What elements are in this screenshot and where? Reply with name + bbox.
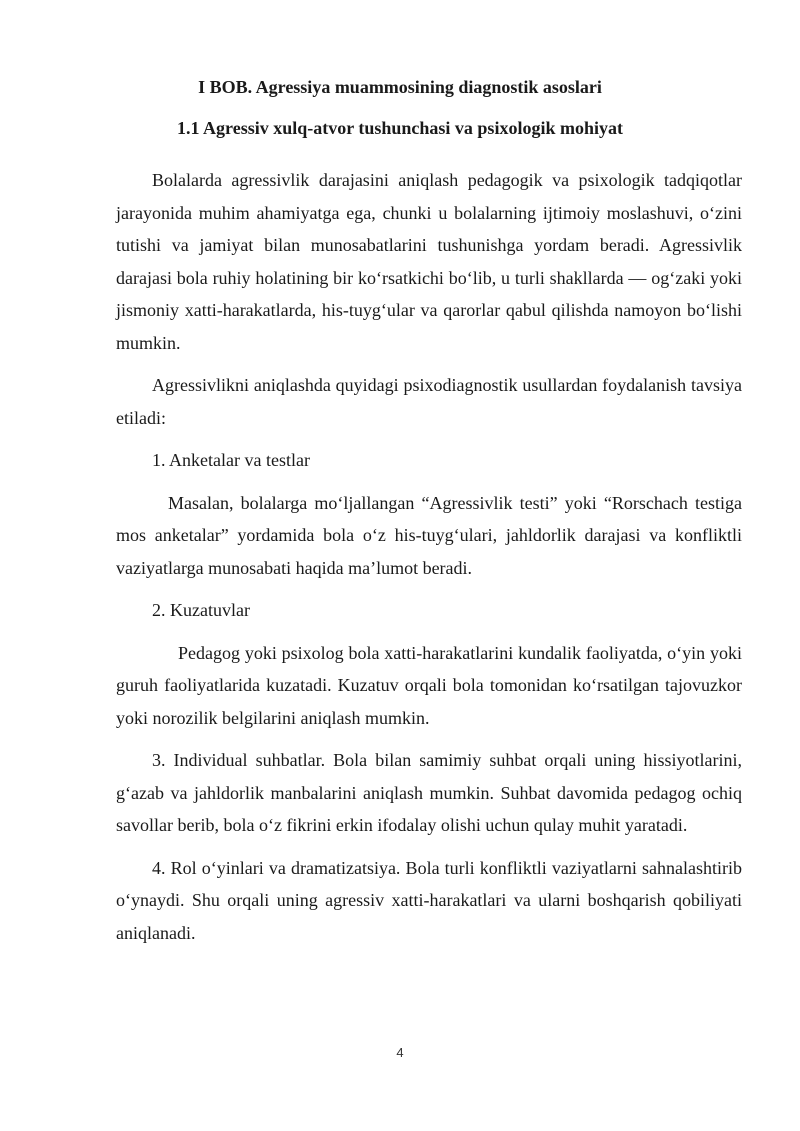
paragraph-questionnaires: Masalan, bolalarga mo‘ljallangan “Agressivlik testi” yoki “Rorschach testiga mos anketalar” yordamida bola o‘z his-tuyg‘ulari, jahldorlik darajasi va konfliktli vaziyatlarga munosabati haqida ma’lumot beradi. (116, 492, 742, 578)
list-item-observations: 2. Kuzatuvlar (152, 600, 250, 620)
paragraph-interviews: 3. Individual suhbatlar. Bola bilan samimiy suhbat orqali uning hissiyotlarini, g‘azab va jahldorlik manbalarini aniqlash mumkin. Suhbat davomida pedagog ochiq savollar berib, bola o‘z fikrini erkin ifodalay olishi uchun qulay muhit yaratadi. (116, 750, 742, 835)
list-item-questionnaires: 1. Anketalar va testlar (152, 450, 310, 470)
paragraph-intro: Bolalarda agressivlik darajasini aniqlash pedagogik va psixologik tadqiqotlar jarayonida muhim ahamiyatga ega, chunki u bolalarning ijtimoiy moslashuvi, o‘zini tutishi va jamiyat bilan munosabatlarini tushunishga yordam beradi. Agressivlik darajasi bola ruhiy holatining bir ko‘rsatkichi bo‘lib, u turli shakllarda — og‘zaki yoki jismoniy xatti-harakatlarda, his-tuyg‘ular va qarorlar qabul qilishda namoyon bo‘lishi mumkin. (116, 170, 742, 353)
page-number: 4 (396, 1045, 404, 1060)
chapter-title: I BOB. Agressiya muammosining diagnostik asoslari (198, 77, 602, 97)
document-body (116, 164, 742, 949)
paragraph-observations: Pedagog yoki psixolog bola xatti-harakatlarini kundalik faoliyatda, o‘yin yoki guruh faoliyatlarida kuzatadi. Kuzatuv orqali bola tomonidan ko‘rsatilgan tajovuzkor yoki norozilik belgilarini aniqlash mumkin. (116, 642, 742, 728)
paragraph-methods-intro: Agressivlikni aniqlashda quyidagi psixodiagnostik usullardan foydalanish tavsiya etiladi: (116, 375, 742, 428)
section-title: 1.1 Agressiv xulq-atvor tushunchasi va psixologik mohiyat (177, 118, 623, 138)
paragraph-role-play: 4. Rol o‘yinlari va dramatizatsiya. Bola turli konfliktli vaziyatlarni sahnalashtirib o‘ynaydi. Shu orqali uning agressiv xatti-harakatlari va ularni boshqarish qobiliyati aniqlanadi. (116, 857, 742, 943)
